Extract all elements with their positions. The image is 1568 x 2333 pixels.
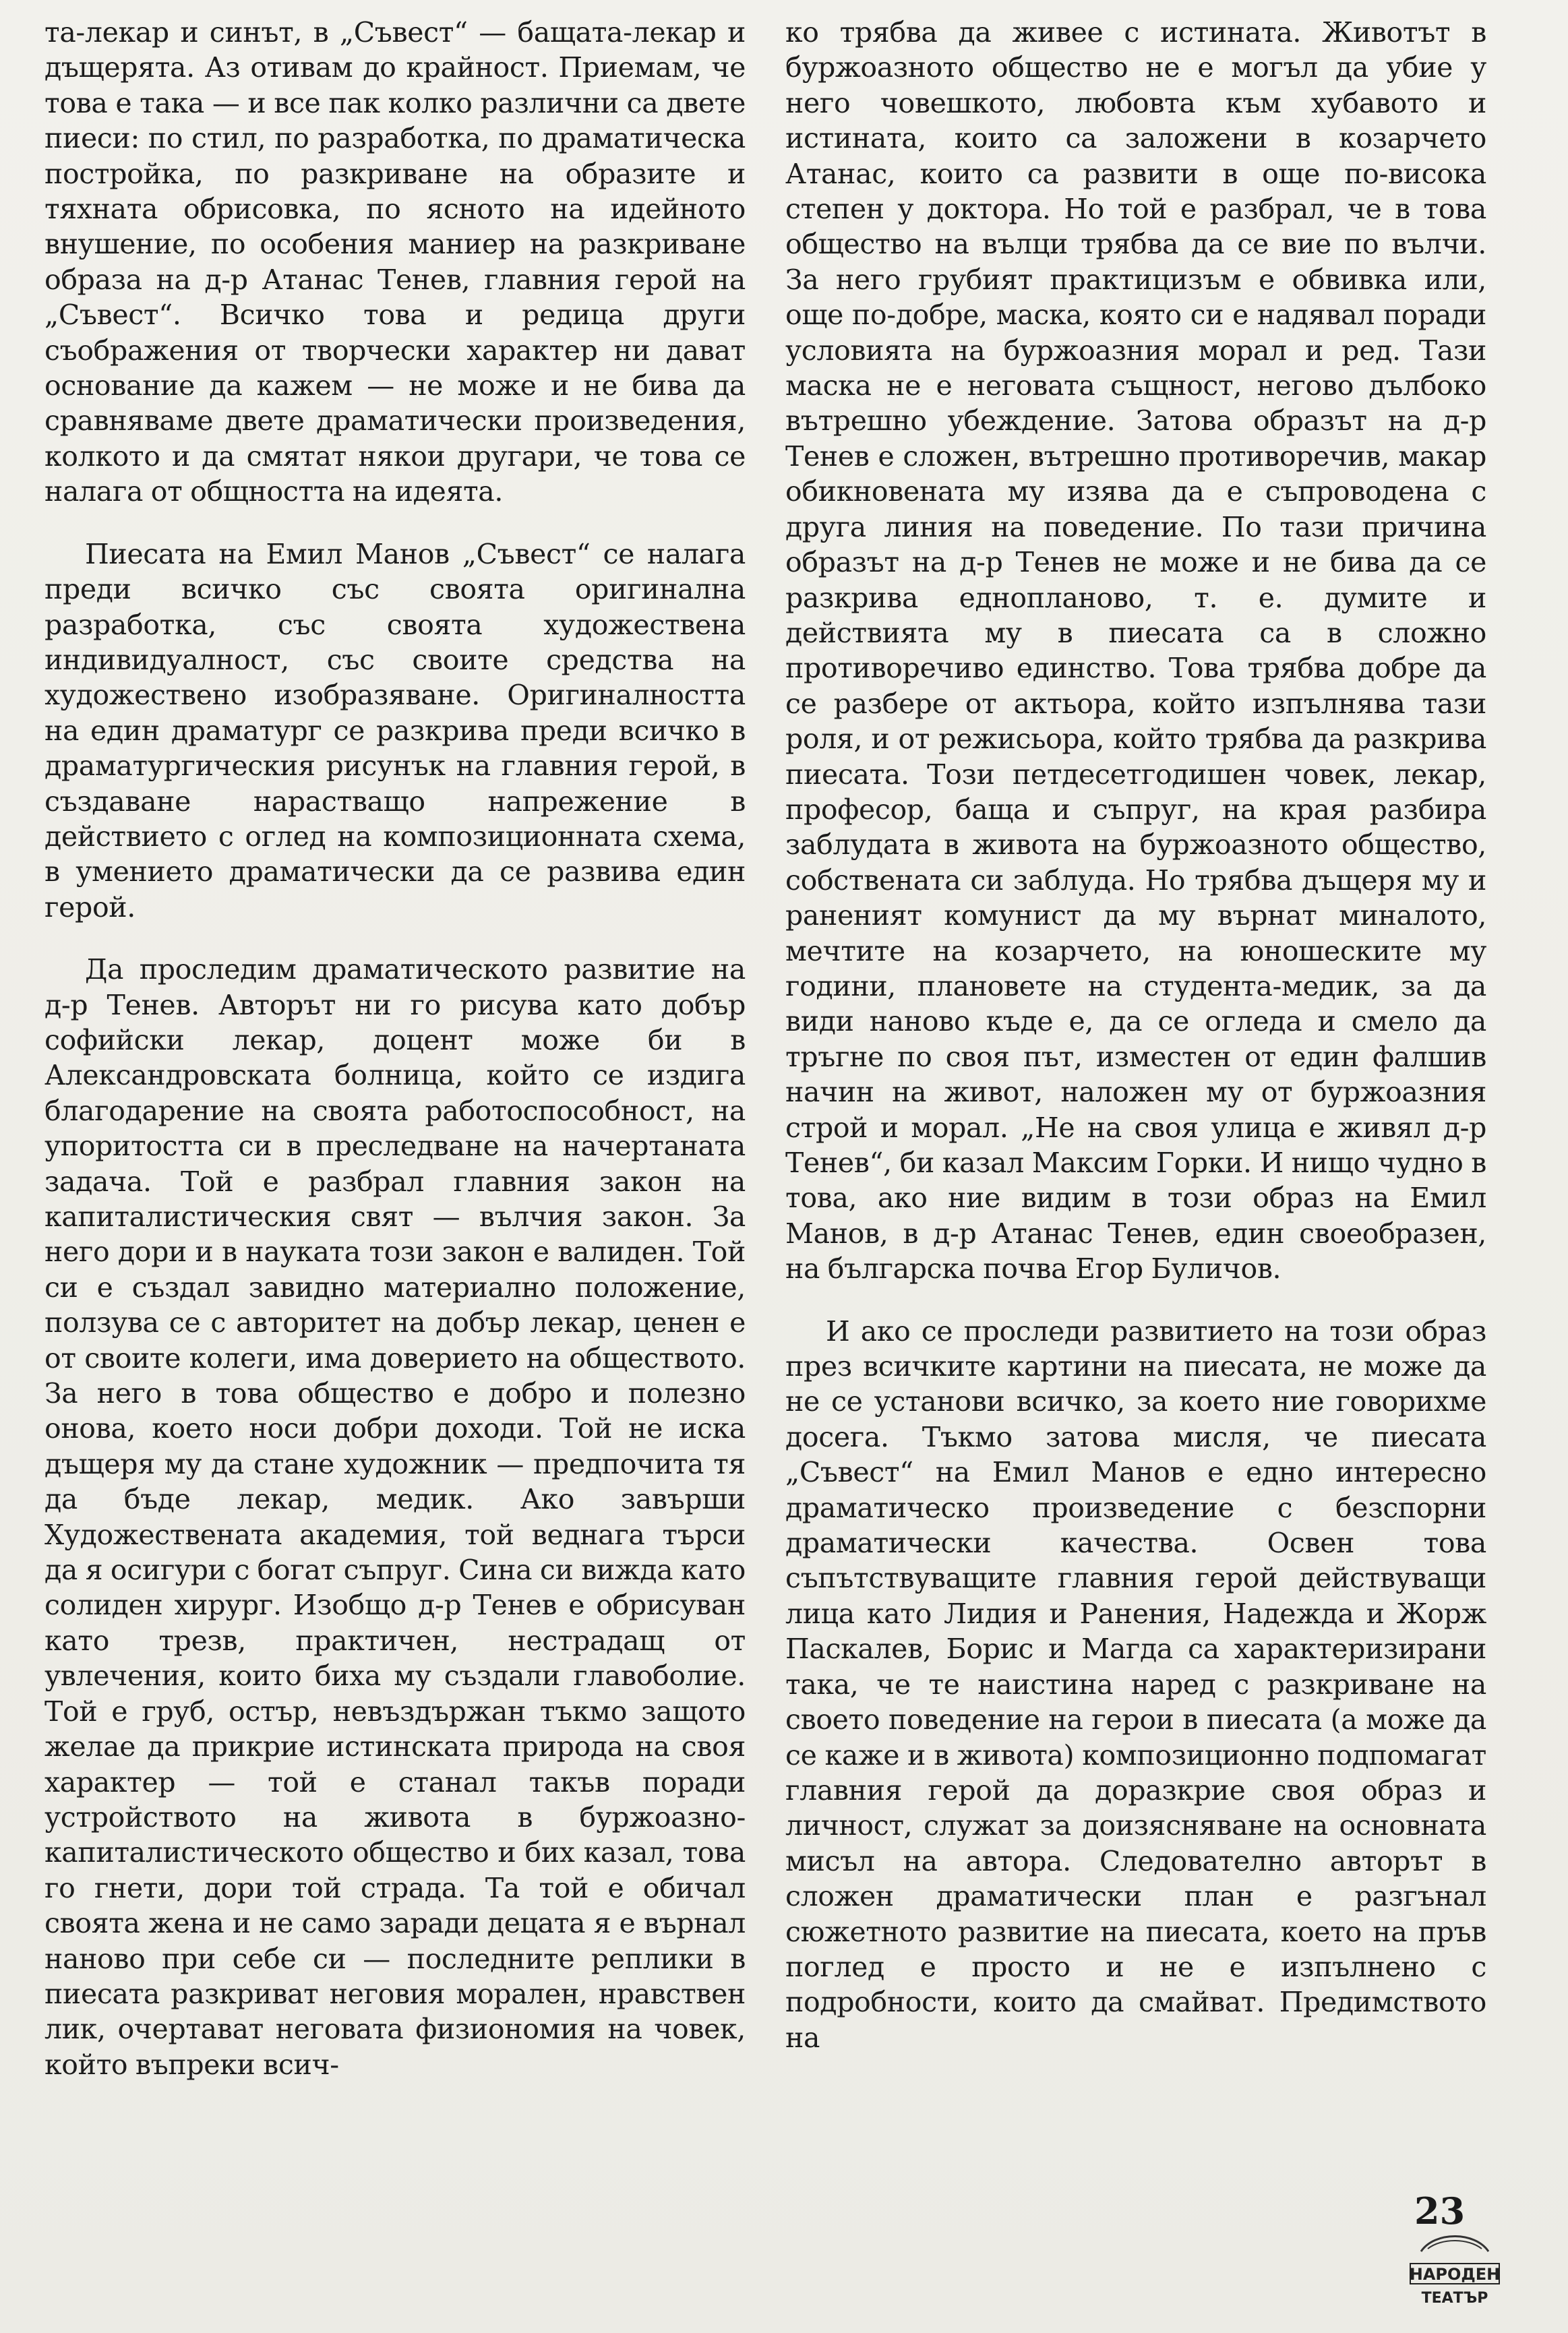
paragraph: Пиесата на Емил Манов „Съвест“ се налага преди всичко със своята оригинална разработка, със своята художествена индивидуалност, със своите средства на художествено изобразяване. Оригиналността на един драматург се разкрива преди всичко в драматургическия рисунък на главния герой, в създаване нарастващо напрежение в действието с оглед на композиционната схема, в умението драматически да се развива един герой. xyxy=(44,537,746,923)
theatre-stamp-logo xyxy=(1408,2224,1502,2319)
left-text-column xyxy=(44,15,746,2082)
paragraph: Да проследим драматическото развитие на д-р Тенев. Авторът ни го рисува като добър софийски лекар, доцент може би в Александровската болница, който се издига благодарение на своята работоспособност, на упоритостта си в преследване на начертаната задача. Той е разбрал главния закон на капиталистическия свят — вълчия закон. За него дори и в науката този закон е валиден. Той си е създал завидно материално положение, ползува се с авторитет на добър лекар, ценен е от своите колеги, има доверието на обществото. За него в това общество е добро и полезно онова, което носи добри доходи. Той не иска дъщеря му да стане художник — предпочита тя да бъде лекар, медик. Ако завърши Художествената академия, той веднага търси да я осигури с богат съпруг. Сина си вижда като солиден хирург. Изобщо д-р Тенев е обрисуван като трезв, практичен, нестрадащ от увлечения, които биха му създали главоболие. Той е груб, остър, невъздържан тъкмо защото желае да прикрие истинската природа на своя характер — той е станал такъв поради устройството на живота в буржоазно-капиталистическото общество и бих казал, това го гнети, дори той страда. Та той е обичал своята жена и не само заради децата я е върнал наново при себе си — последните реплики в пиесата разкриват неговия морален, нравствен лик, очертават неговата физиономия на човек, който въпреки всич- xyxy=(44,953,746,2081)
page-number: 23 xyxy=(1414,2189,1466,2233)
paragraph: ко трябва да живее с истината. Животът в буржоазното общество не е могъл да убие у него човешкото, любовта към хубавото и истината, които са заложени в козарчето Атанас, които са развити в още по-висока степен у доктора. Но той е разбрал, че в това общество на вълци трябва да се вие по вълчи. За него грубият практицизъм е обвивка или, още по-добре, маска, която си е надявал поради условията на буржоазния морал и ред. Тази маска не е неговата същност, негово дълбоко вътрешно убеждение. Затова образът на д-р Тенев е сложен, вътрешно противоречив, макар обикновената му изява да е съпроводена с друга линия на поведение. По тази причина образът на д-р Тенев не може и не бива да се разкрива еднопланово, т. е. думите и действията му в пиесата са в сложно противоречиво единство. Това трябва добре да се разбере от актьора, който изпълнява тази роля, и от режисьора, който трябва да разкрива пиесата. Този петдесетгодишен човек, лекар, професор, баща и съпруг, на края разбира заблудата в живота на буржоазното общество, собствената си заблуда. Но трябва дъщеря му и раненият комунист да му върнат миналото, мечтите на козарчето, на юношеските му години, плановете на студента-медик, за да види наново къде е, да се огледа и смело да тръгне по своя път, изместен от един фалшив начин на живот, наложен му от буржоазния строй и морал. „Не на своя улица е живял д-р Тенев“, би казал Максим Горки. И нищо чудно в това, ако ние видим в този образ на Емил Манов, в д-р Атанас Тенев, един своеобразен, на българска почва Егор Буличов. xyxy=(785,16,1486,1285)
stamp-line-2: ТЕАТЪР xyxy=(1421,2290,1488,2307)
paragraph: И ако се проследи развитието на този образ през всичките картини на пиесата, не може да не се установи всичко, за което ние говорихме досега. Тъкмо затова мисля, че пиесата „Съвест“ на Емил Манов е едно интересно драматическо произведение с безспорни драматически качества. Освен това съпътствуващите главния герой действуващи лица като Лидия и Ранения, Надежда и Жорж Паскалев, Борис и Магда са характеризирани така, че те наистина наред с разкриване на своето поведение на герои в пиесата (а може да се каже и в живота) композиционно подпомагат главния герой да доразкрие своя образ и личност, служат за доизясняване на основната мисъл на автора. Следователно авторът в сложен драматически план е разгънал сюжетното развитие на пиесата, което на пръв поглед е просто и не е изпълнено с подробности, които да смайват. Предимството на xyxy=(785,1314,1486,2054)
stamp-line-1: НАРОДЕН xyxy=(1409,2265,1501,2284)
right-text-column xyxy=(785,15,1486,2055)
paragraph: та-лекар и синът, в „Съвест“ — бащата-лекар и дъщерята. Аз отивам до крайност. Приемам, че това е така — и все пак колко различни са двете пиеси: по стил, по разработка, по драматическа постройка, по разкриване на образите и тяхната обрисовка, по ясното на идейното внушение, по особения маниер на разкриване образа на д-р Атанас Тенев, главния герой на „Съвест“. Всичко това и редица други съображения от творчески характер ни дават основание да кажем — не може и не бива да сравняваме двете драматически произведения, колкото и да смятат някои другари, че това се налага от общността на идеята. xyxy=(44,16,746,508)
